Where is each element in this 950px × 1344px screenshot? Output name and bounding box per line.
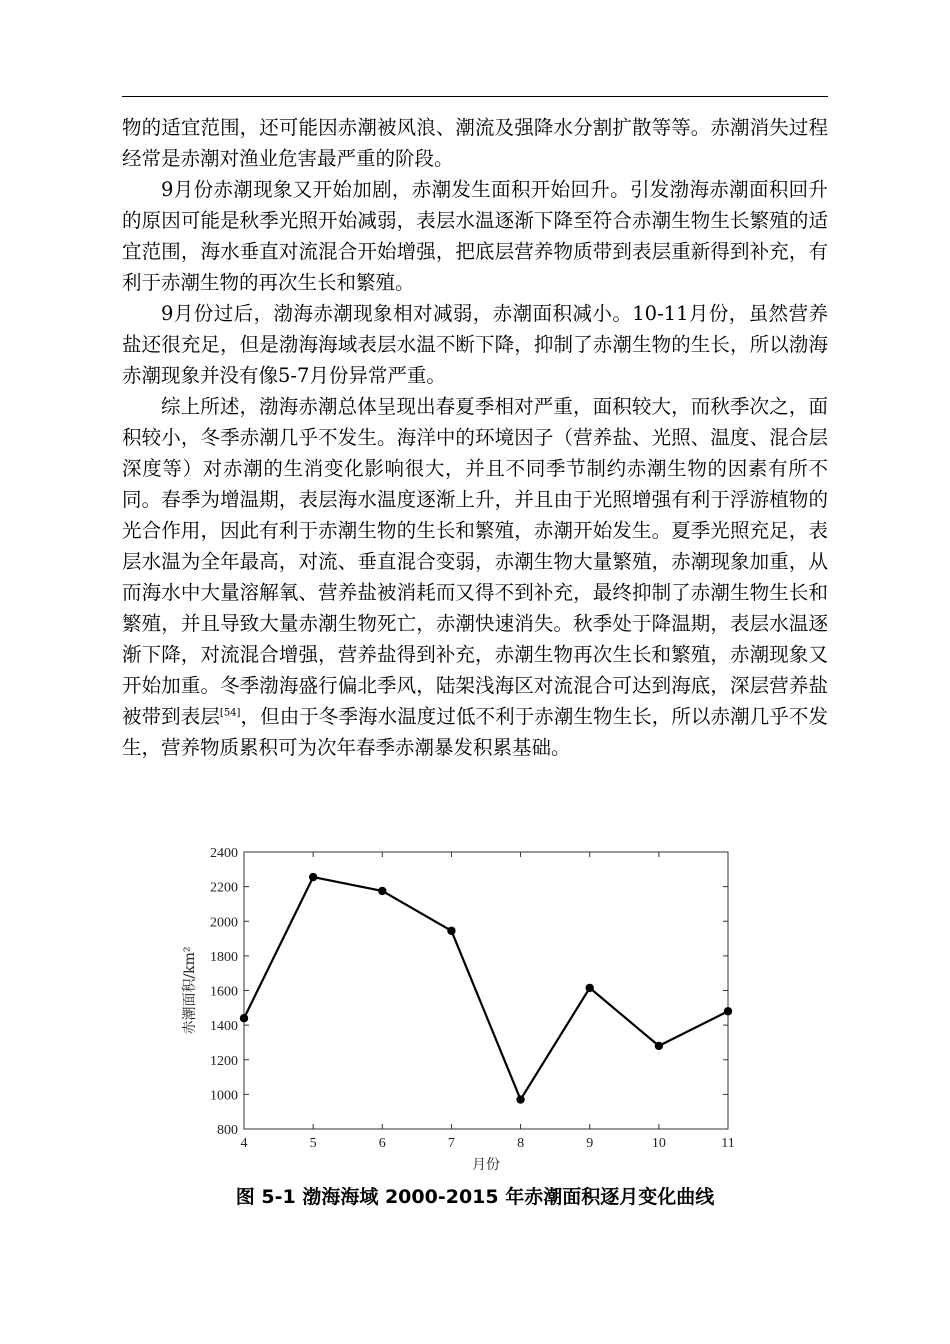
data-point [447, 927, 455, 935]
y-tick-label: 1800 [210, 949, 238, 965]
data-point [516, 1095, 524, 1103]
y-axis-label: 赤潮面积/km² [182, 946, 198, 1035]
x-tick-label: 11 [721, 1136, 735, 1151]
data-point [655, 1042, 663, 1050]
y-tick-label: 2400 [210, 846, 238, 861]
series-line [244, 877, 728, 1099]
y-tick-label: 2000 [210, 915, 238, 931]
x-tick-label: 9 [586, 1136, 594, 1151]
plot-frame [244, 852, 728, 1129]
data-point [586, 984, 594, 992]
paragraph-text: 综上所述，渤海赤潮总体呈现出春夏季相对严重，面积较大，而秋季次之，面积较小，冬季赤潮几乎不发生。海洋中的环境因子（营养盐、光照、温度、混合层深度等）对赤潮的生消变化影响很大，并且不同季节制约赤潮生物的因素有所不同。春季为增温期，表层海水温度逐渐上升，并且由于光照增强有利于浮游植物的光合作用，因此有利于赤潮生物的生长和繁殖，赤潮开始发生。夏季光照充足，表层水温为全年最高，对流、垂直混合变弱，赤潮生物大量繁殖，赤潮现象加重，从而海水中大量溶解氧、营养盐被消耗而又得不到补充，最终抑制了赤潮生物生长和繁殖，并且导致大量赤潮生物死亡，赤潮快速消失。秋季处于降温期，表层水温逐渐下降，对流混合增强，营养盐得到补充，赤潮生物再次生长和繁殖，赤潮现象又开始加重。冬季渤海盛行偏北季风，陆架浅海区对流混合可达到海底，深层营养盐被带到表层 [122, 395, 828, 728]
y-tick-label: 1000 [210, 1088, 238, 1104]
y-tick-label: 800 [217, 1123, 238, 1138]
data-point [724, 1007, 732, 1015]
chart-svg [170, 838, 750, 1178]
data-point [378, 887, 386, 895]
x-tick-label: 6 [378, 1136, 386, 1151]
paragraph [122, 391, 828, 763]
x-tick-label: 4 [240, 1136, 248, 1151]
x-axis-label: 月份 [472, 1157, 500, 1173]
y-tick-label: 2200 [210, 880, 238, 896]
y-tick-label: 1400 [210, 1019, 238, 1035]
y-tick-label: 1200 [210, 1053, 238, 1069]
citation: [54] [219, 707, 241, 719]
paragraph: 物的适宜范围，还可能因赤潮被风浪、潮流及强降水分割扩散等等。赤潮消失过程经常是赤潮对渔业危害最严重的阶段。 [122, 116, 828, 170]
y-tick-label: 1600 [210, 984, 238, 1000]
x-tick-label: 7 [447, 1136, 455, 1151]
x-tick-label: 8 [517, 1136, 525, 1151]
paragraph: 9月份赤潮现象又开始加剧，赤潮发生面积开始回升。引发渤海赤潮面积回升的原因可能是秋季光照开始减弱，表层水温逐渐下降至符合赤潮生物生长繁殖的适宜范围，海水垂直对流混合开始增强，把底层营养物质带到表层重新得到补充，有利于赤潮生物的再次生长和繁殖。 [122, 178, 828, 294]
x-tick-label: 10 [651, 1136, 666, 1151]
line-chart [170, 838, 750, 1178]
header-rule [122, 96, 828, 97]
paragraph: 9月份过后，渤海赤潮现象相对减弱，赤潮面积减小。10-11月份，虽然营养盐还很充足，但是渤海海域表层水温不断下降，抑制了赤潮生物的生长，所以渤海赤潮现象并没有像5-7月份异常严重。 [122, 302, 828, 387]
figure-caption: 图 5-1 渤海海域 2000-2015 年赤潮面积逐月变化曲线 [235, 1186, 715, 1208]
data-point [240, 1014, 248, 1022]
data-point [309, 873, 317, 881]
paragraph-text: ，但由于冬季海水温度过低不利于赤潮生物生长，所以赤潮几乎不发生，营养物质累积可为次年春季赤潮暴发积累基础。 [122, 705, 828, 759]
body-text [122, 112, 828, 763]
x-tick-label: 5 [309, 1136, 317, 1151]
